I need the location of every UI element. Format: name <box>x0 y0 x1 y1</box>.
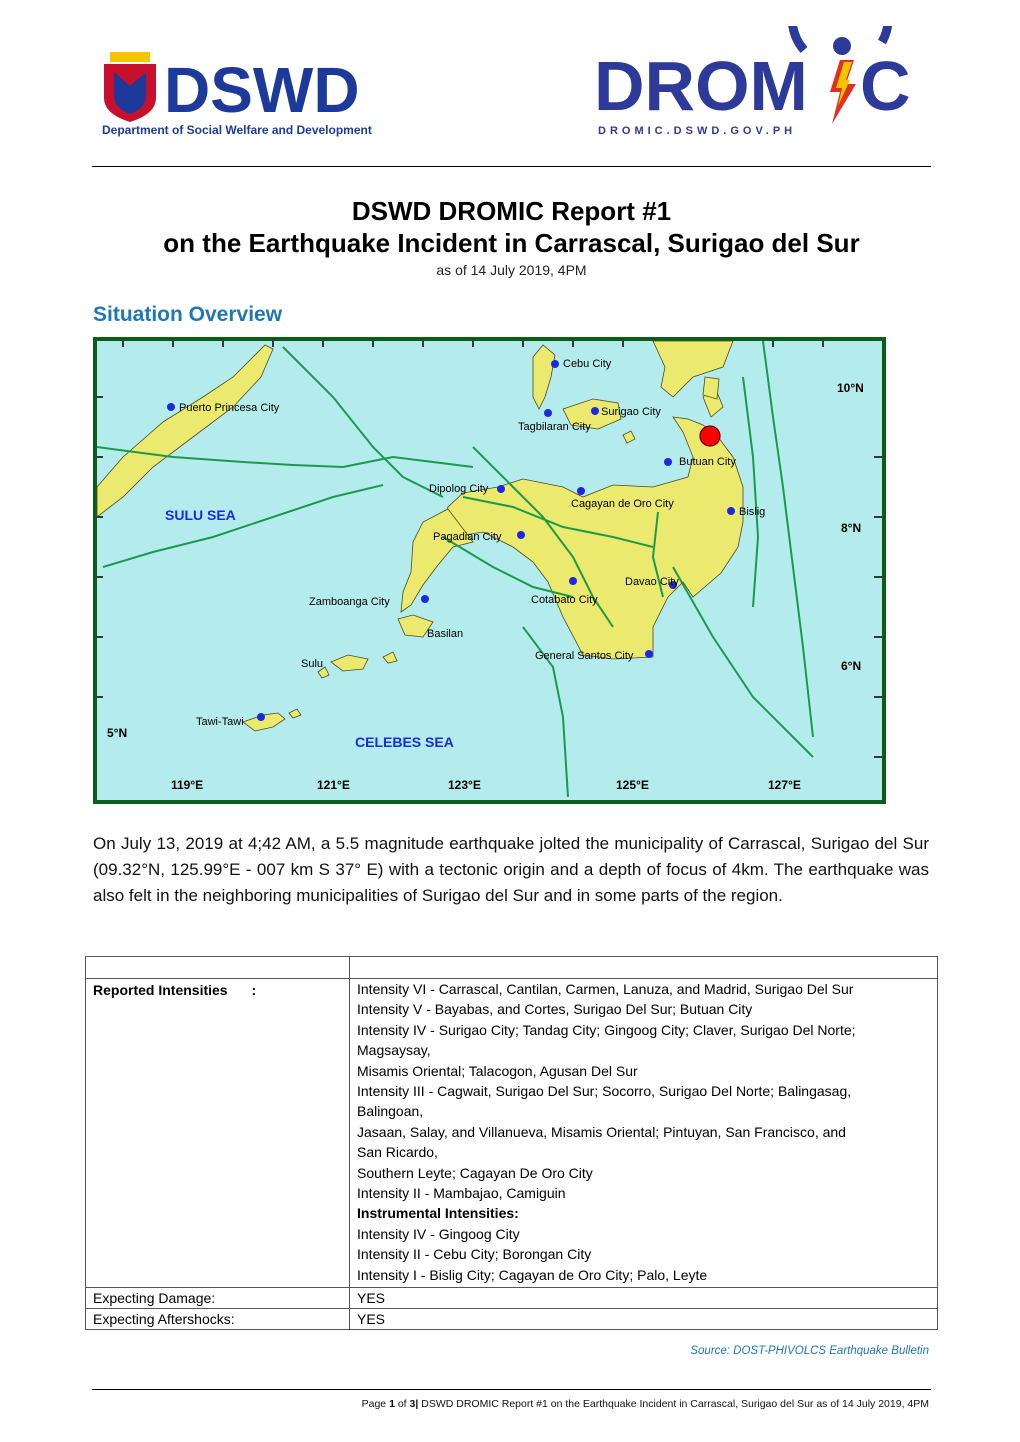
map-label-sulu-sea: SULU SEA <box>165 507 236 523</box>
intensity-line: San Ricardo, <box>357 1144 438 1161</box>
dromic-logo-text-left: DROM <box>594 47 808 125</box>
map-label-gensan: General Santos City <box>535 650 634 662</box>
report-title-line1: DSWD DROMIC Report #1 <box>351 196 672 226</box>
table-row-reported-intensities <box>86 979 938 1288</box>
dromic-logo <box>592 26 922 141</box>
intensity-line: Balingoan, <box>357 1103 424 1120</box>
intensity-line: Intensity III - Cagwait, Surigao Del Sur; Socorro, Surigao Del Norte; Balingasag, <box>357 1083 852 1100</box>
footer-separator: | <box>415 1398 419 1410</box>
map-label-cdo: Cagayan de Oro City <box>571 498 674 510</box>
dswd-logo-text: DSWD <box>164 54 360 126</box>
map-label-celebes-sea: CELEBES SEA <box>355 734 454 750</box>
map-label-pagadian: Pagadian City <box>433 531 502 543</box>
intensity-line: Intensity II - Mambajao, Camiguin <box>357 1185 566 1202</box>
map-label-sulu: Sulu <box>301 658 324 670</box>
situation-paragraph: On July 13, 2019 at 4;42 AM, a 5.5 magnitude earthquake jolted the municipality of Carrascal, Surigao del Sur (09.32°N, 125.99°E - 007 km S 37° E) with a tectonic origin and a depth of focus of 4km. The earthquake was also felt in the neighboring municipalities of Surigao del Sur and in some parts of the region. <box>93 834 929 905</box>
earthquake-map <box>93 337 886 804</box>
intensity-line: Southern Leyte; Cagayan De Oro City <box>357 1164 593 1181</box>
map-label-basilan: Basilan <box>427 628 464 640</box>
map-label-surigao: Surigao City <box>601 406 661 418</box>
map-label-butuan: Butuan City <box>679 456 736 468</box>
report-title-line2: on the Earthquake Incident in Carrascal, Surigao del Sur <box>163 228 860 258</box>
reported-intensities-label: Reported Intensities <box>93 982 228 998</box>
expecting-damage-value: YES <box>350 1288 938 1309</box>
dromic-i-bolt-icon <box>830 37 856 124</box>
footer-page-total: 3 <box>409 1398 416 1410</box>
intensity-line: Intensity VI - Carrascal, Cantilan, Carmen, Lanuza, and Madrid, Surigao Del Sur <box>357 981 854 997</box>
intensity-line: Intensity IV - Surigao City; Tandag City; Gingoog City; Claver, Surigao Del Norte; <box>357 1021 856 1038</box>
map-label-cotabato: Cotabato City <box>531 594 598 606</box>
map-lon-123: 123°E <box>448 778 481 792</box>
map-label-tagbilaran: Tagbilaran City <box>518 421 591 433</box>
map-label-bislig: Bislig <box>739 506 766 518</box>
table-row-damage <box>86 1288 938 1309</box>
footer-text: DSWD DROMIC Report #1 on the Earthquake Incident in Carrascal, Surigao del Sur as of 14 July 2019, 4PM <box>421 1398 929 1410</box>
dswd-logo-subtitle: Department of Social Welfare and Development <box>102 123 372 137</box>
instrumental-line: Intensity II - Cebu City; Borongan City <box>357 1246 592 1263</box>
map-lat-10: 10°N <box>837 381 864 395</box>
instrumental-line: Intensity IV - Gingoog City <box>357 1225 520 1242</box>
map-label-tawi-tawi: Tawi-Tawi <box>196 716 244 728</box>
expecting-aftershocks-value: YES <box>350 1309 938 1330</box>
footer-divider <box>92 1389 931 1390</box>
footer-of-word: of <box>397 1398 407 1410</box>
intensity-line: Misamis Oriental; Talacogon, Agusan Del Sur <box>357 1062 638 1079</box>
table-row-empty <box>86 957 938 979</box>
intensity-line: Magsaysay, <box>357 1042 431 1059</box>
map-lon-127: 127°E <box>768 778 801 792</box>
table-row-aftershocks <box>86 1309 938 1330</box>
map-lon-121: 121°E <box>317 778 350 792</box>
intensity-line: Jasaan, Salay, and Villanueva, Misamis Oriental; Pintuyan, San Francisco, and <box>357 1123 846 1140</box>
header-divider <box>92 166 931 167</box>
map-lat-5: 5°N <box>107 726 128 740</box>
instrumental-line: Intensity I - Bislig City; Cagayan de Oro City; Palo, Leyte <box>357 1266 708 1283</box>
map-label-zamboanga: Zamboanga City <box>309 596 390 608</box>
intensity-table <box>85 956 938 1330</box>
dswd-shield-icon <box>104 52 156 122</box>
dromic-logo-text-right: C <box>860 47 911 125</box>
dswd-logo <box>100 52 390 140</box>
source-citation: Source: DOST-PHIVOLCS Earthquake Bulletin <box>690 1345 929 1357</box>
map-label-davao: Davao City <box>625 576 679 588</box>
epicenter-marker <box>700 426 720 446</box>
map-lon-125: 125°E <box>616 778 649 792</box>
report-date: as of 14 July 2019, 4PM <box>436 262 587 278</box>
map-lat-8: 8°N <box>841 521 862 535</box>
instrumental-intensities-heading: Instrumental Intensities: <box>357 1205 519 1222</box>
expecting-aftershocks-label: Expecting Aftershocks: <box>86 1309 350 1330</box>
map-label-cebu: Cebu City <box>563 358 612 370</box>
map-label-dipolog: Dipolog City <box>429 483 489 495</box>
footer-page-num: 1 <box>389 1398 395 1410</box>
expecting-damage-label: Expecting Damage: <box>86 1288 350 1309</box>
map-label-puerto-princesa: Puerto Princesa City <box>179 402 280 414</box>
section-heading: Situation Overview <box>93 303 283 326</box>
dromic-logo-url: DROMIC.DSWD.GOV.PH <box>598 125 797 137</box>
reported-intensities-colon: : <box>251 982 257 998</box>
map-lon-119: 119°E <box>171 778 204 792</box>
page-footer <box>362 1398 929 1410</box>
intensity-line: Intensity V - Bayabas, and Cortes, Surigao Del Sur; Butuan City <box>357 1001 753 1018</box>
map-lat-6: 6°N <box>841 659 862 673</box>
footer-page-word: Page <box>361 1398 387 1410</box>
